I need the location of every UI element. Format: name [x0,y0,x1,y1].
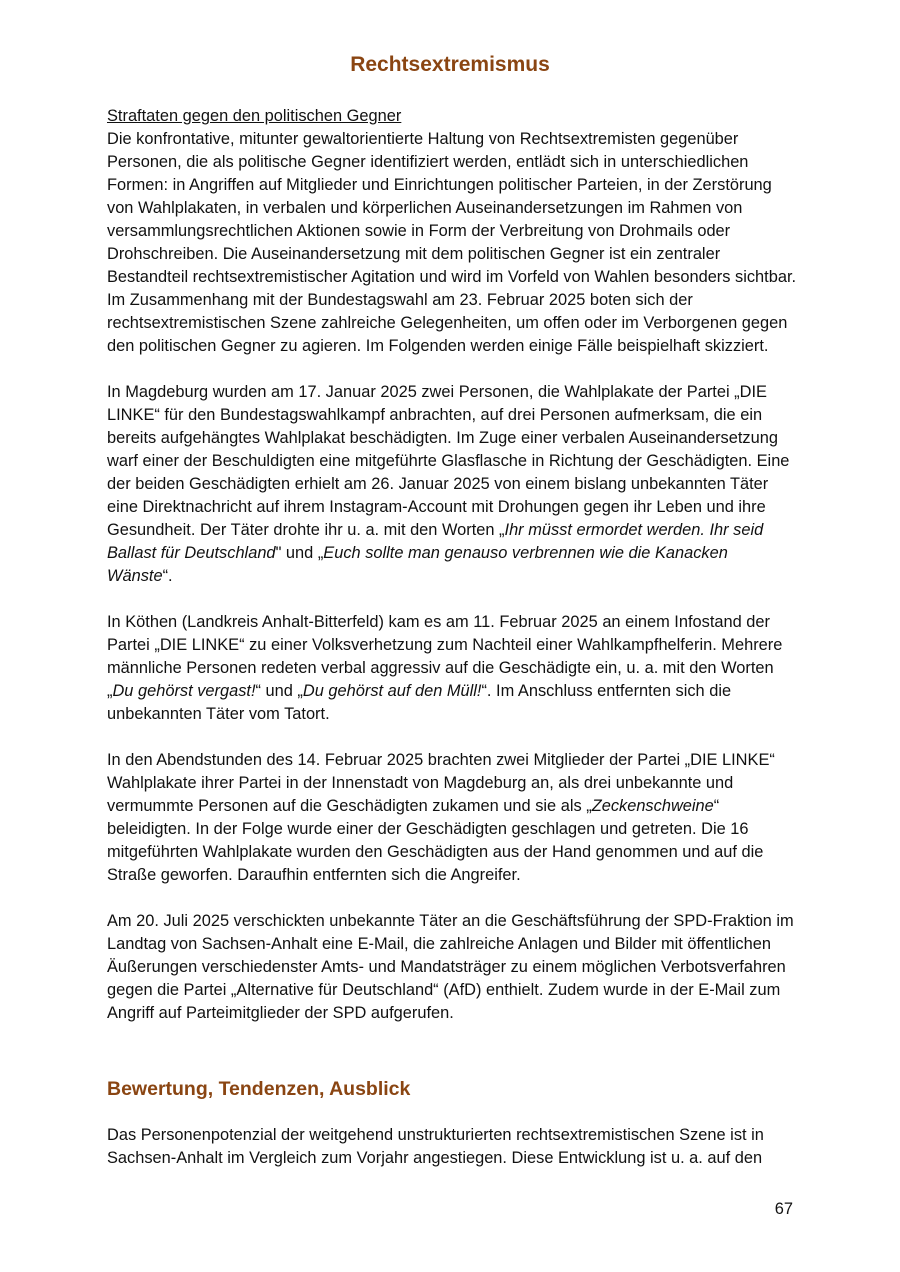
case-text: " und „ [275,544,324,562]
case-text: “. [162,567,173,585]
case-text: “ und „ [255,682,303,700]
quote: Ihr müsst ermordet werden. Ihr seid Ballast für Deutschland [107,521,764,562]
case-paragraph-magdeburg-january [107,381,797,588]
quote: Du gehörst auf den Müll! [302,682,482,700]
case-paragraph-koethen [107,611,797,726]
section-subheading: Straftaten gegen den politischen Gegner [107,107,402,125]
case-paragraph-spd-email: Am 20. Juli 2025 verschickten unbekannte Täter an die Geschäftsführung der SPD-Fraktion im Landtag von Sachsen-Anhalt eine E-Mail, die zahlreiche Anlagen und Bilder mit öffentlichen Äußerungen verschiedenster Amts- und Mandatsträger zu einem möglichen Verbotsverfahren gegen die Partei „Alternative für Deutschland“ (AfD) enthielt. Zudem wurde in der E-Mail zum Angriff auf Parteimitglieder der SPD aufgerufen. [107,912,794,1022]
intro-paragraph: Die konfrontative, mitunter gewaltorientierte Haltung von Rechtsextremisten gegenüber Personen, die als politische Gegner identifiziert werden, entlädt sich in unterschiedlichen Formen: in Angriffen auf Mitglieder und Einrichtungen politischer Parteien, in der Zerstörung von Wahlplakaten, in verbalen und körperlichen Auseinandersetzungen im Rahmen von versammlungsrechtlichen Aktionen sowie in Form der Verbreitung von Drohmails oder Drohschreiben. Die Auseinandersetzung mit dem politischen Gegner ist ein zentraler Bestandteil rechtsextremistischer Agitation und wird im Vorfeld von Wahlen besonders sichtbar. Im Zusammenhang mit der Bundestagswahl am 23. Februar 2025 boten sich der rechtsextremistischen Szene zahlreiche Gelegenheiten, um offen oder im Verborgenen gegen den politischen Gegner zu agieren. Im Folgenden werden einige Fälle beispielhaft skizziert. [107,130,797,355]
case-text: “. Im Anschluss entfernten sich die unbekannten Täter vom Tatort. [107,682,732,723]
quote: Euch sollte man genauso verbrennen wie die Kanacken Wänste [107,544,728,585]
quote: Du gehörst vergast! [112,682,256,700]
page-number: 67 [774,1200,793,1218]
assessment-paragraph: Das Personenpotenzial der weitgehend unstrukturierten rechtsextremistischen Szene ist in Sachsen-Anhalt im Vergleich zum Vorjahr angestiegen. Diese Entwicklung ist u. a. auf den [107,1126,764,1167]
case-text: In den Abendstunden des 14. Februar 2025 brachten zwei Mitglieder der Partei „DIE LINKE“ Wahlplakate ihrer Partei in der Innenstadt von Magdeburg an, als drei unbekannte und vermummte Personen auf die Geschädigten zukamen und sie als „ [107,751,775,815]
section-heading: Bewertung, Tendenzen, Ausblick [107,1078,411,1100]
case-paragraph-magdeburg-february [107,749,797,887]
main-content [107,105,797,1170]
case-text: “ beleidigten. In der Folge wurde einer der Geschädigten geschlagen und getreten. Die 16 mitgeführten Wahlplakate wurden den Geschädigten aus der Hand genommen und auf die Straße geworfen. Daraufhin entfernten sich die Angreifer. [107,797,764,884]
quote: Zeckenschweine [591,797,714,815]
page-title: Rechtsextremismus [350,53,550,76]
case-text: In Magdeburg wurden am 17. Januar 2025 zwei Personen, die Wahlplakate der Partei „DIE LINKE“ für den Bundestagswahlkampf anbrachten, auf drei Personen aufmerksam, die ein bereits aufgehängtes Wahlplakat beschädigten. Im Zuge einer verbalen Auseinandersetzung warf einer der Beschuldigten eine mitgeführte Glasflasche in Richtung der Geschädigten. Eine der beiden Geschädigten erhielt am 26. Januar 2025 von einem bislang unbekannten Täter eine Direktnachricht auf ihrem Instagram-Account mit Drohungen gegen ihr Leben und ihre Gesundheit. Der Täter drohte ihr u. a. mit den Worten „ [107,383,790,539]
case-text: In Köthen (Landkreis Anhalt-Bitterfeld) kam es am 11. Februar 2025 an einem Infostand der Partei „DIE LINKE“ zu einer Volksverhetzung zum Nachteil einer Wahlkampfhelferin. Mehrere männliche Personen redeten verbal aggressiv auf die Geschädigte ein, u. a. mit den Worten „ [107,613,783,700]
